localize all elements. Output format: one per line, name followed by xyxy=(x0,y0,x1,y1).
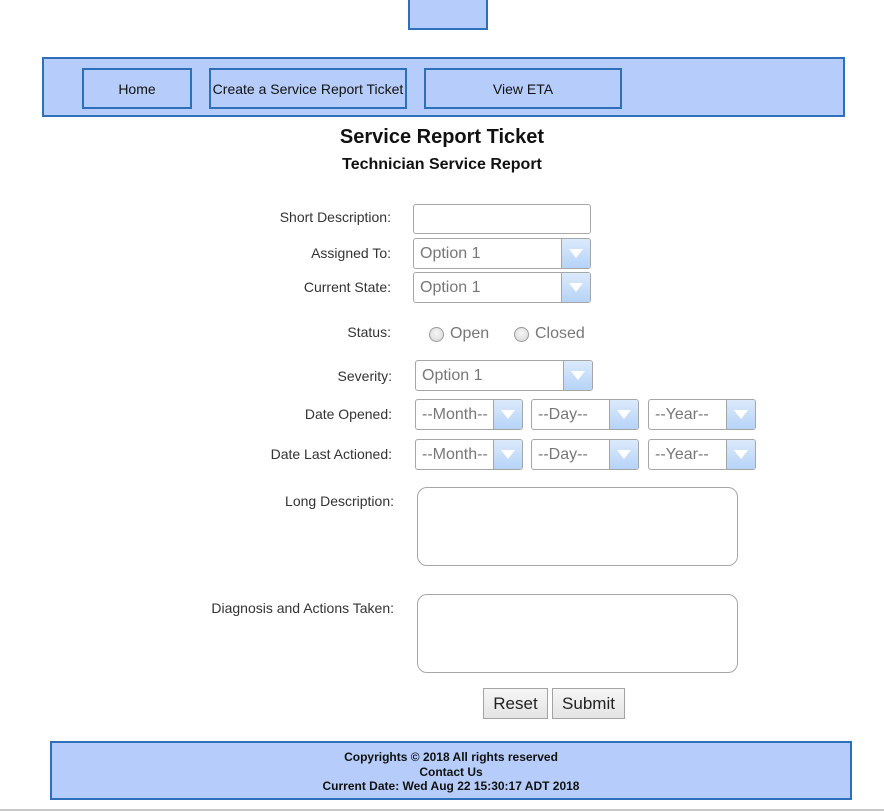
chevron-down-icon xyxy=(726,440,755,469)
radio-icon xyxy=(514,327,529,342)
date-opened-day-value: --Day-- xyxy=(538,405,588,423)
date-last-actioned-year-select[interactable] xyxy=(648,439,756,470)
severity-select[interactable] xyxy=(415,360,593,391)
long-description-textarea[interactable] xyxy=(417,487,738,566)
status-open-label: Open xyxy=(450,325,490,342)
current-state-select[interactable] xyxy=(413,272,591,303)
short-description-label: Short Description: xyxy=(279,209,391,225)
reset-button[interactable]: Reset xyxy=(483,688,548,719)
assigned-to-label: Assigned To: xyxy=(311,245,391,261)
footer-copyright: Copyrights © 2018 All rights reserved xyxy=(344,750,558,764)
page-subtitle: Technician Service Report xyxy=(342,156,542,173)
status-label: Status: xyxy=(347,324,391,340)
logo-placeholder xyxy=(408,0,488,30)
date-opened-year-select[interactable] xyxy=(648,399,756,430)
date-opened-month-select[interactable] xyxy=(415,399,523,430)
chevron-down-icon xyxy=(609,440,638,469)
date-opened-month-value: --Month-- xyxy=(422,405,488,423)
current-state-label: Current State: xyxy=(303,279,391,295)
chevron-down-icon xyxy=(563,361,592,390)
long-description-label: Long Description: xyxy=(285,493,394,509)
chevron-down-icon xyxy=(726,400,755,429)
nav-home-button[interactable]: Home xyxy=(82,68,192,109)
nav-bar xyxy=(42,57,845,117)
severity-label: Severity: xyxy=(337,368,392,384)
date-last-actioned-day-select[interactable] xyxy=(531,439,639,470)
severity-value: Option 1 xyxy=(422,366,483,384)
chevron-down-icon xyxy=(561,239,590,268)
assigned-to-select[interactable] xyxy=(413,238,591,269)
nav-view-eta-button[interactable]: View ETA xyxy=(424,68,622,109)
nav-create-ticket-button[interactable]: Create a Service Report Ticket xyxy=(209,68,407,109)
date-last-actioned-month-select[interactable] xyxy=(415,439,523,470)
status-open-radio[interactable] xyxy=(429,325,489,343)
current-state-value: Option 1 xyxy=(420,278,481,296)
short-description-input[interactable] xyxy=(413,204,591,234)
diagnosis-textarea[interactable] xyxy=(417,594,738,673)
status-closed-radio[interactable] xyxy=(514,325,585,343)
date-opened-label: Date Opened: xyxy=(304,406,392,422)
assigned-to-value: Option 1 xyxy=(420,244,481,262)
date-last-actioned-year-value: --Year-- xyxy=(655,445,709,463)
date-last-actioned-label: Date Last Actioned: xyxy=(270,446,392,462)
date-last-actioned-month-value: --Month-- xyxy=(422,445,488,463)
submit-button[interactable]: Submit xyxy=(552,688,625,719)
date-last-actioned-day-value: --Day-- xyxy=(538,445,588,463)
radio-icon xyxy=(429,327,444,342)
date-opened-day-select[interactable] xyxy=(531,399,639,430)
footer-contact-link[interactable]: Contact Us xyxy=(419,764,483,779)
chevron-down-icon xyxy=(493,400,522,429)
chevron-down-icon xyxy=(561,273,590,302)
chevron-down-icon xyxy=(493,440,522,469)
chevron-down-icon xyxy=(609,400,638,429)
footer xyxy=(50,741,852,800)
page-title: Service Report Ticket xyxy=(339,126,545,148)
diagnosis-label: Diagnosis and Actions Taken: xyxy=(211,600,394,616)
footer-current-date: Current Date: Wed Aug 22 15:30:17 ADT 2018 xyxy=(322,779,580,793)
status-closed-label: Closed xyxy=(535,325,585,342)
date-opened-year-value: --Year-- xyxy=(655,405,709,423)
